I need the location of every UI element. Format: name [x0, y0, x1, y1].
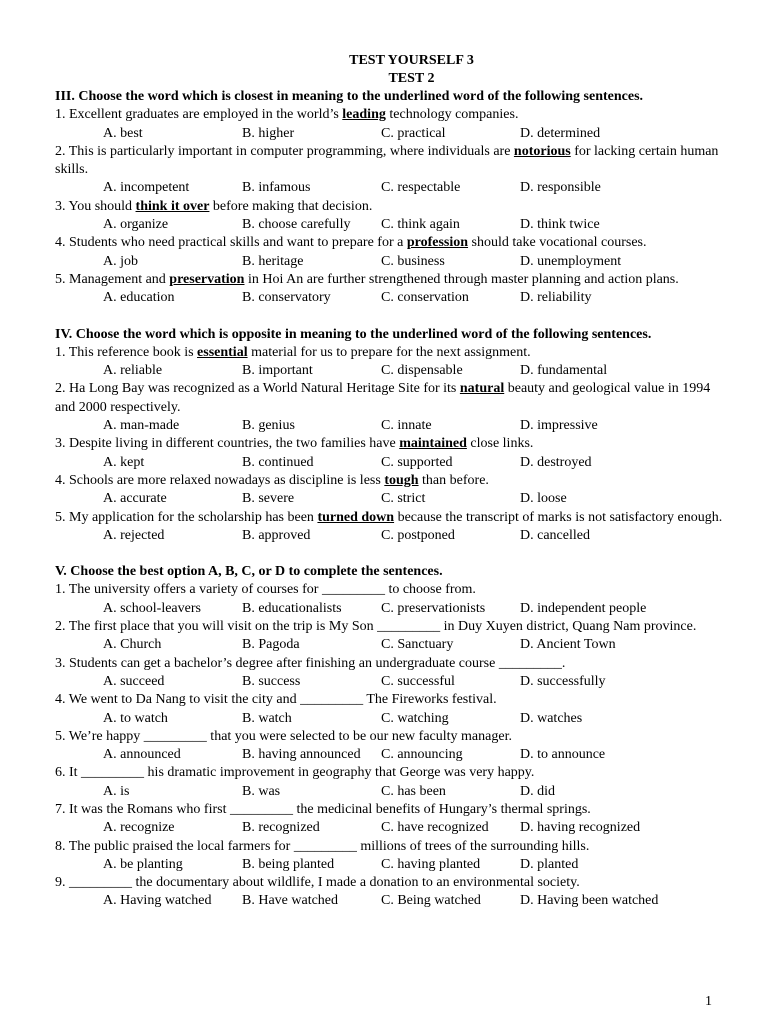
answer-option: C. practical — [381, 125, 446, 141]
section-gap — [55, 545, 728, 563]
answer-option: C. strict — [381, 491, 426, 507]
answer-option: C. preservationists — [381, 600, 486, 616]
answer-option: B. heritage — [242, 253, 304, 269]
answer-option: D. to announce — [520, 747, 606, 763]
answer-option: D. independent people — [520, 600, 647, 616]
answer-option: B. being planted — [242, 856, 335, 872]
underlined-word: think it over — [135, 198, 210, 214]
answer-options — [55, 527, 728, 545]
underlined-word: natural — [459, 381, 505, 397]
question-text — [55, 764, 728, 782]
answer-option: B. higher — [242, 125, 295, 141]
answer-option: B. genius — [242, 418, 295, 434]
question-stem: 9. _________ the documentary about wildlife, I made a donation to an environmental society. — [55, 875, 580, 891]
question-text — [55, 435, 728, 453]
question-stem: 3. Students can get a bachelor’s degree after finishing an undergraduate course _________. — [55, 655, 566, 671]
question-stem-end: in Hoi An are further strengthened through master planning and action plans. — [244, 271, 679, 287]
question-text — [55, 581, 728, 599]
question-text — [55, 874, 728, 892]
underlined-word: turned down — [317, 509, 395, 525]
answer-option: B. infamous — [242, 180, 311, 196]
answer-option: C. dispensable — [381, 363, 463, 379]
answer-option: C. Being watched — [381, 893, 481, 909]
answer-option: B. important — [242, 363, 313, 379]
answer-option: D. watches — [520, 710, 583, 726]
answer-option: B. choose carefully — [242, 217, 351, 233]
answer-options — [55, 710, 728, 728]
question-text — [55, 344, 728, 362]
answer-option: D. responsible — [520, 180, 601, 196]
answer-option: D. destroyed — [520, 454, 592, 470]
answer-option: A. school-leavers — [103, 600, 201, 616]
answer-options — [55, 216, 728, 234]
answer-options — [55, 490, 728, 508]
test-title: TEST YOURSELF 3 — [349, 53, 474, 68]
answer-option: B. was — [242, 783, 281, 799]
question-stem: 2. The first place that you will visit on the trip is My Son _________ in Duy Xuyen district, Quang Nam province. — [55, 619, 697, 635]
answer-option: C. supported — [381, 454, 453, 470]
answer-options — [55, 819, 728, 837]
answer-option: A. education — [103, 290, 175, 306]
question-stem: 4. Students who need practical skills and want to prepare for a — [55, 235, 407, 251]
question-stem-end: should take vocational courses. — [468, 235, 647, 251]
answer-option: B. recognized — [242, 820, 320, 836]
section-title: III. Choose the word which is closest in meaning to the underlined word of the following sentences. — [55, 89, 644, 104]
answer-options — [55, 179, 728, 197]
test-subtitle: TEST 2 — [388, 71, 435, 86]
underlined-word: notorious — [513, 143, 571, 159]
question-stem: 1. This reference book is — [55, 344, 198, 360]
answer-option: C. conservation — [381, 290, 469, 306]
answer-option: A. rejected — [103, 527, 165, 543]
underlined-word: essential — [197, 344, 248, 360]
question-text — [55, 143, 728, 180]
answer-option: D. fundamental — [520, 363, 608, 379]
question-text — [55, 198, 728, 216]
answer-option: B. success — [242, 673, 301, 689]
question-stem-end: close links. — [466, 436, 534, 452]
answer-option: A. be planting — [103, 856, 183, 872]
answer-option: B. approved — [242, 527, 311, 543]
question-stem: 5. My application for the scholarship has been — [55, 509, 318, 525]
question-stem-end: for lacking certain human skills. — [55, 143, 719, 178]
section-title: V. Choose the best option A, B, C, or D to complete the sentences. — [55, 564, 443, 580]
page-number: 1 — [705, 994, 712, 1009]
answer-option: D. reliability — [520, 290, 592, 306]
question-text — [55, 801, 728, 819]
answer-option: B. having announced — [242, 747, 361, 763]
answer-option: A. best — [103, 125, 143, 141]
question-text — [55, 234, 728, 252]
question-stem: 8. The public praised the local farmers for _________ millions of trees of the surrounding hills. — [55, 838, 590, 854]
answer-option: A. job — [103, 253, 138, 269]
answer-option: C. watching — [381, 710, 449, 726]
answer-option: C. Sanctuary — [381, 637, 454, 653]
answer-options — [55, 856, 728, 874]
answer-option: C. having planted — [381, 856, 481, 872]
answer-option: D. Ancient Town — [520, 637, 616, 653]
answer-option: A. incompetent — [103, 180, 190, 196]
exercise-section — [55, 563, 728, 911]
answer-options — [55, 892, 728, 910]
answer-option: A. organize — [103, 217, 169, 233]
question-text — [55, 472, 728, 490]
answer-option: C. business — [381, 253, 445, 269]
question-stem: 3. Despite living in different countries, the two families have — [55, 436, 400, 452]
answer-option: A. kept — [103, 454, 145, 470]
answer-option: C. innate — [381, 418, 432, 434]
underlined-word: profession — [406, 235, 469, 251]
answer-options — [55, 362, 728, 380]
underlined-word: leading — [342, 107, 386, 123]
underlined-word: tough — [384, 472, 419, 488]
answer-option: D. cancelled — [520, 527, 590, 543]
answer-option: A. Church — [103, 637, 162, 653]
answer-option: D. impressive — [520, 418, 598, 434]
answer-option: B. continued — [242, 454, 314, 470]
answer-option: D. think twice — [520, 217, 600, 233]
answer-option: D. having recognized — [520, 820, 641, 836]
answer-option: A. to watch — [103, 710, 168, 726]
question-stem-end: before making that decision. — [209, 198, 373, 214]
answer-options — [55, 417, 728, 435]
answer-option: C. have recognized — [381, 820, 489, 836]
question-stem-end: than before. — [418, 472, 489, 488]
question-stem-end: material for us to prepare for the next assignment. — [247, 344, 531, 360]
answer-option: D. did — [520, 783, 555, 799]
question-text — [55, 728, 728, 746]
question-text — [55, 838, 728, 856]
question-text — [55, 271, 728, 289]
answer-option: B. Have watched — [242, 893, 339, 909]
underlined-word: maintained — [399, 436, 467, 452]
answer-options — [55, 636, 728, 654]
answer-option: D. Having been watched — [520, 893, 659, 909]
answer-options — [55, 600, 728, 618]
question-text — [55, 509, 728, 527]
question-stem: 2. This is particularly important in computer programming, where individuals are — [55, 143, 514, 159]
question-stem: 4. Schools are more relaxed nowadays as discipline is less — [55, 472, 385, 488]
question-stem: 1. Excellent graduates are employed in the world’s — [55, 107, 343, 123]
answer-options — [55, 673, 728, 691]
answer-options — [55, 289, 728, 307]
answer-options — [55, 783, 728, 801]
answer-option: C. has been — [381, 783, 446, 799]
answer-options — [55, 253, 728, 271]
answer-option: D. successfully — [520, 673, 606, 689]
answer-option: A. announced — [103, 747, 181, 763]
answer-option: A. accurate — [103, 491, 167, 507]
question-stem-end: technology companies. — [385, 107, 519, 123]
answer-option: C. announcing — [381, 747, 463, 763]
question-stem: 5. We’re happy _________ that you were selected to be our new faculty manager. — [55, 728, 512, 744]
underlined-word: preservation — [169, 271, 245, 287]
answer-option: D. determined — [520, 125, 601, 141]
answer-options — [55, 454, 728, 472]
answer-option: C. think again — [381, 217, 460, 233]
question-text — [55, 691, 728, 709]
section-title: IV. Choose the word which is opposite in meaning to the underlined word of the following sentences. — [55, 326, 652, 342]
answer-option: B. Pagoda — [242, 637, 300, 653]
answer-option: D. loose — [520, 491, 567, 507]
answer-option: A. is — [103, 783, 130, 799]
question-text — [55, 106, 728, 124]
question-stem: 4. We went to Da Nang to visit the city and _________ The Fireworks festival. — [55, 692, 497, 708]
question-stem: 2. Ha Long Bay was recognized as a World Natural Heritage Site for its — [55, 381, 460, 397]
answer-options — [55, 746, 728, 764]
question-stem-end: beauty and geological value in 1994 and 2000 respectively. — [55, 381, 711, 415]
answer-option: C. successful — [381, 673, 455, 689]
answer-option: A. recognize — [103, 820, 175, 836]
question-stem: 6. It _________ his dramatic improvement in geography that George was very happy. — [55, 765, 535, 781]
question-stem: 7. It was the Romans who first _________ the medicinal benefits of Hungary’s thermal springs. — [55, 801, 591, 817]
question-stem: 1. The university offers a variety of courses for _________ to choose from. — [55, 582, 476, 598]
answer-option: A. succeed — [103, 673, 165, 689]
question-text — [55, 618, 728, 636]
section-gap — [55, 308, 728, 326]
exercise-section — [55, 88, 728, 308]
question-stem-end: because the transcript of marks is not satisfactory enough. — [394, 509, 723, 525]
question-text — [55, 380, 728, 417]
answer-option: C. respectable — [381, 180, 461, 196]
answer-option: A. reliable — [103, 363, 163, 379]
answer-option: C. postponed — [381, 527, 455, 543]
question-text — [55, 655, 728, 673]
answer-option: A. Having watched — [103, 893, 212, 909]
answer-option: D. unemployment — [520, 253, 622, 269]
document-body — [55, 88, 728, 911]
answer-option: B. educationalists — [242, 600, 342, 616]
answer-option: B. severe — [242, 491, 295, 507]
answer-option: D. planted — [520, 856, 579, 872]
answer-option: A. man-made — [103, 418, 180, 434]
answer-options — [55, 125, 728, 143]
exercise-section — [55, 326, 728, 546]
question-stem: 3. You should — [55, 198, 136, 214]
answer-option: B. conservatory — [242, 290, 331, 306]
answer-option: B. watch — [242, 710, 292, 726]
question-stem: 5. Management and — [55, 271, 170, 287]
